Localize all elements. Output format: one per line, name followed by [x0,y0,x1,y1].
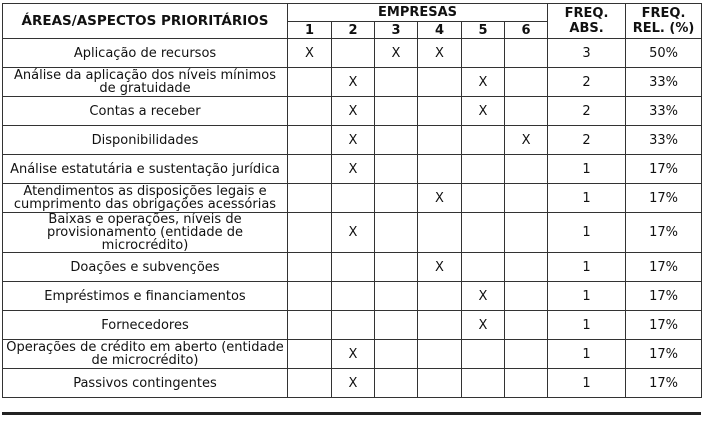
freq-abs-cell: 1 [548,282,626,311]
freq-abs-cell: 1 [548,213,626,253]
table-row [3,340,702,369]
aspect-cell: Fornecedores [3,311,288,340]
mark-cell [462,340,505,369]
mark-cell: X [462,97,505,126]
mark-cell [418,311,462,340]
freq-rel-header: FREQ. REL. (%) [626,4,702,39]
freq-rel-cell: 33% [626,97,702,126]
freq-abs-cell: 3 [548,39,626,68]
freq-rel-cell: 33% [626,68,702,97]
mark-cell [288,282,332,311]
company-number-4: 4 [418,22,462,39]
mark-cell: X [375,39,418,68]
freq-rel-cell: 17% [626,340,702,369]
aspect-cell: Análise estatutária e sustentação jurídica [3,155,288,184]
mark-cell: X [418,39,462,68]
mark-cell [375,311,418,340]
mark-cell [288,68,332,97]
company-number-5: 5 [462,22,505,39]
mark-cell: X [332,155,375,184]
table-row [3,253,702,282]
mark-cell [288,253,332,282]
company-number-1: 1 [288,22,332,39]
table-row [3,369,702,398]
table-row [3,68,702,97]
aspect-cell: Passivos contingentes [3,369,288,398]
mark-cell [375,155,418,184]
mark-cell: X [462,282,505,311]
mark-cell [375,282,418,311]
mark-cell: X [332,68,375,97]
mark-cell: X [332,340,375,369]
mark-cell [375,126,418,155]
table-row [3,213,702,253]
freq-abs-cell: 1 [548,253,626,282]
mark-cell [462,39,505,68]
mark-cell: X [418,253,462,282]
mark-cell [332,311,375,340]
table-row [3,155,702,184]
mark-cell [462,213,505,253]
mark-cell [505,282,548,311]
mark-cell [332,253,375,282]
freq-rel-cell: 17% [626,282,702,311]
table-row [3,39,702,68]
bottom-rule [2,412,701,415]
mark-cell [375,68,418,97]
mark-cell [418,68,462,97]
mark-cell [505,155,548,184]
mark-cell [418,126,462,155]
mark-cell: X [332,369,375,398]
mark-cell [332,184,375,213]
mark-cell [375,340,418,369]
freq-rel-cell: 17% [626,184,702,213]
mark-cell [462,369,505,398]
mark-cell: X [332,213,375,253]
mark-cell [418,369,462,398]
mark-cell [505,369,548,398]
freq-abs-cell: 2 [548,97,626,126]
mark-cell [288,311,332,340]
freq-abs-cell: 1 [548,155,626,184]
freq-rel-cell: 17% [626,311,702,340]
mark-cell: X [332,97,375,126]
freq-rel-cell: 17% [626,155,702,184]
freq-abs-cell: 2 [548,68,626,97]
mark-cell [288,97,332,126]
mark-cell: X [288,39,332,68]
aspect-cell: Análise da aplicação dos níveis mínimos de gratuidade [3,68,288,97]
freq-rel-cell: 33% [626,126,702,155]
aspect-cell: Empréstimos e financiamentos [3,282,288,311]
mark-cell: X [418,184,462,213]
mark-cell [375,253,418,282]
freq-abs-cell: 1 [548,369,626,398]
freq-rel-cell: 17% [626,213,702,253]
mark-cell [375,369,418,398]
freq-rel-cell: 17% [626,369,702,398]
mark-cell [288,369,332,398]
company-number-3: 3 [375,22,418,39]
mark-cell [505,340,548,369]
aspect-cell: Operações de crédito em aberto (entidade de microcrédito) [3,340,288,369]
freq-rel-cell: 50% [626,39,702,68]
mark-cell [418,340,462,369]
areas-header: ÁREAS/ASPECTOS PRIORITÁRIOS [3,4,288,39]
table-row [3,311,702,340]
mark-cell [418,213,462,253]
mark-cell [505,311,548,340]
mark-cell [418,282,462,311]
table-row [3,126,702,155]
mark-cell [332,39,375,68]
mark-cell [418,155,462,184]
mark-cell [462,184,505,213]
mark-cell [505,39,548,68]
aspect-cell: Doações e subvenções [3,253,288,282]
priority-areas-table [2,3,702,398]
mark-cell [505,68,548,97]
mark-cell [505,253,548,282]
mark-cell [375,97,418,126]
table-row [3,282,702,311]
freq-abs-cell: 1 [548,184,626,213]
aspect-cell: Aplicação de recursos [3,39,288,68]
aspect-cell: Disponibilidades [3,126,288,155]
mark-cell [288,155,332,184]
mark-cell [505,184,548,213]
aspect-cell: Contas a receber [3,97,288,126]
mark-cell [288,340,332,369]
empresas-header: EMPRESAS [288,4,548,22]
freq-abs-cell: 2 [548,126,626,155]
mark-cell: X [505,126,548,155]
mark-cell [462,253,505,282]
mark-cell [288,213,332,253]
mark-cell [375,213,418,253]
mark-cell [418,97,462,126]
company-number-2: 2 [332,22,375,39]
table-row [3,184,702,213]
mark-cell [505,97,548,126]
freq-abs-cell: 1 [548,311,626,340]
mark-cell [462,155,505,184]
mark-cell [462,126,505,155]
mark-cell [288,184,332,213]
mark-cell: X [462,311,505,340]
mark-cell [288,126,332,155]
mark-cell [505,213,548,253]
mark-cell: X [332,126,375,155]
mark-cell [375,184,418,213]
company-number-6: 6 [505,22,548,39]
freq-rel-cell: 17% [626,253,702,282]
mark-cell [332,282,375,311]
aspect-cell: Atendimentos as disposições legais e cumprimento das obrigações acessórias [3,184,288,213]
table-row [3,97,702,126]
mark-cell: X [462,68,505,97]
freq-abs-header: FREQ. ABS. [548,4,626,39]
aspect-cell: Baixas e operações, níveis de provisionamento (entidade de microcrédito) [3,213,288,253]
freq-abs-cell: 1 [548,340,626,369]
